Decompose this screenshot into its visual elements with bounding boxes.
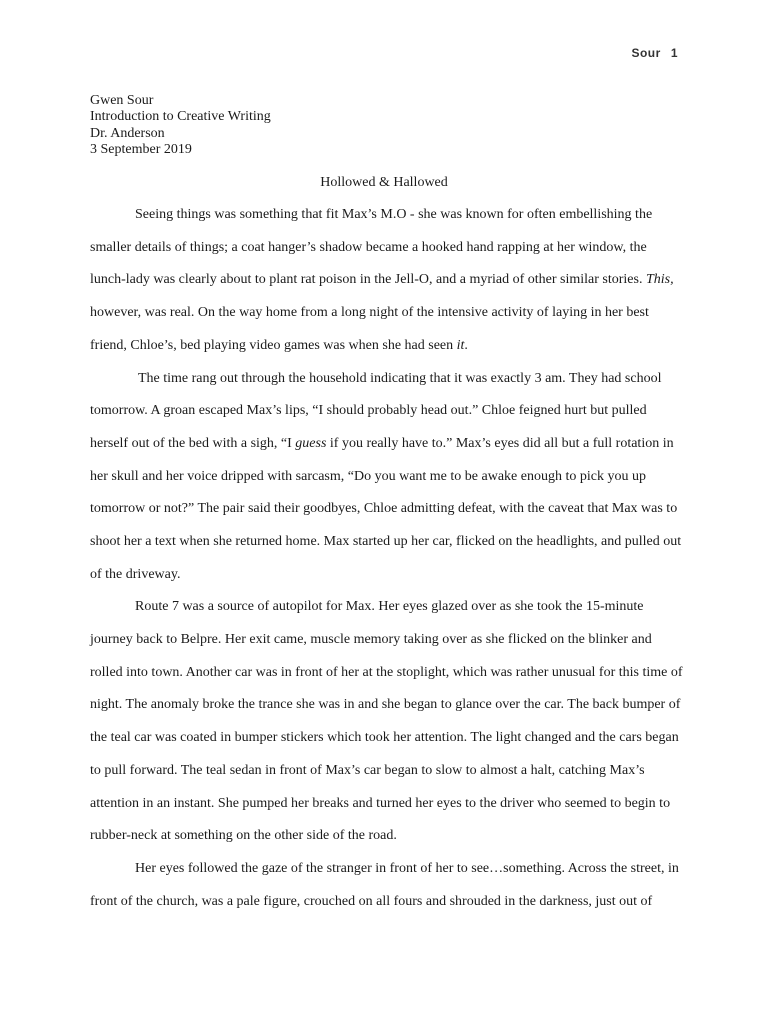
body-line: shoot her a text when she returned home. Max started up her car, flicked on the headlights, and pulled out [90, 534, 682, 549]
text-run: friend, Chloe’s, bed playing video games was when she had seen [90, 338, 457, 353]
body-line: The time rang out through the household indicating that it was exactly 3 am. They had school [138, 371, 662, 386]
italic-run: it [456, 338, 465, 353]
body-line: however, was real. On the way home from a long night of the intensive activity of laying in her best [90, 305, 649, 320]
body-line: smaller details of things; a coat hanger’s shadow became a hooked hand rapping at her window, the [90, 240, 647, 255]
body-line: front of the church, was a pale figure, crouched on all fours and shrouded in the darkness, just out of [90, 894, 653, 909]
body-line: Seeing things was something that fit Max’s M.O - she was known for often embellishing the [135, 207, 653, 222]
running-header [631, 46, 678, 60]
body-line: her skull and her voice dripped with sarcasm, “Do you want me to be awake enough to pick you up [90, 469, 646, 484]
text-run: . [464, 338, 468, 353]
body-line [90, 272, 674, 288]
mla-heading [90, 93, 271, 158]
author-name: Gwen Sour [90, 93, 154, 108]
body-line: night. The anomaly broke the trance she was in and she began to glance over the car. The back bumper of [90, 697, 681, 712]
page-number: 1 [670, 46, 678, 60]
body-line [90, 338, 468, 354]
text-run: lunch-lady was clearly about to plant rat poison in the Jell-O, and a myriad of other similar stories. [90, 272, 646, 287]
body-line: tomorrow. A groan escaped Max’s lips, “I should probably head out.” Chloe feigned hurt but pulled [90, 403, 647, 418]
body-line: to pull forward. The teal sedan in front of Max’s car began to slow to almost a halt, catching Max’s [90, 763, 645, 778]
course-name: Introduction to Creative Writing [90, 109, 271, 125]
instructor-name: Dr. Anderson [90, 125, 165, 141]
body-line: Route 7 was a source of autopilot for Max. Her eyes glazed over as she took the 15-minute [135, 599, 644, 614]
body-line: attention in an instant. She pumped her breaks and turned her eyes to the driver who seemed to begin to [90, 796, 671, 811]
body-line: tomorrow or not?” The pair said their goodbyes, Chloe admitting defeat, with the caveat that Max was to [90, 501, 678, 516]
body-line [90, 436, 674, 452]
body-line: rolled into town. Another car was in front of her at the stoplight, which was rather unusual for this time of [90, 665, 683, 680]
essay-date: 3 September 2019 [90, 141, 192, 157]
body-line: of the driveway. [90, 567, 181, 582]
header-surname: Sour [631, 46, 661, 60]
body-line: Her eyes followed the gaze of the stranger in front of her to see…something. Across the street, in [135, 861, 679, 876]
text-run: herself out of the bed with a sigh, “I [90, 436, 296, 451]
italic-run: guess [295, 436, 327, 451]
body-line: rubber-neck at something on the other side of the road. [90, 828, 397, 843]
text-run: if you really have to.” Max’s eyes did all but a full rotation in [326, 436, 674, 451]
essay-title: Hollowed & Hallowed [320, 175, 448, 190]
body-line: journey back to Belpre. Her exit came, muscle memory taking over as she flicked on the blinker and [90, 632, 652, 647]
italic-run: This, [645, 272, 674, 287]
body-line: the teal car was coated in bumper stickers which took her attention. The light changed and the cars began [90, 730, 679, 745]
